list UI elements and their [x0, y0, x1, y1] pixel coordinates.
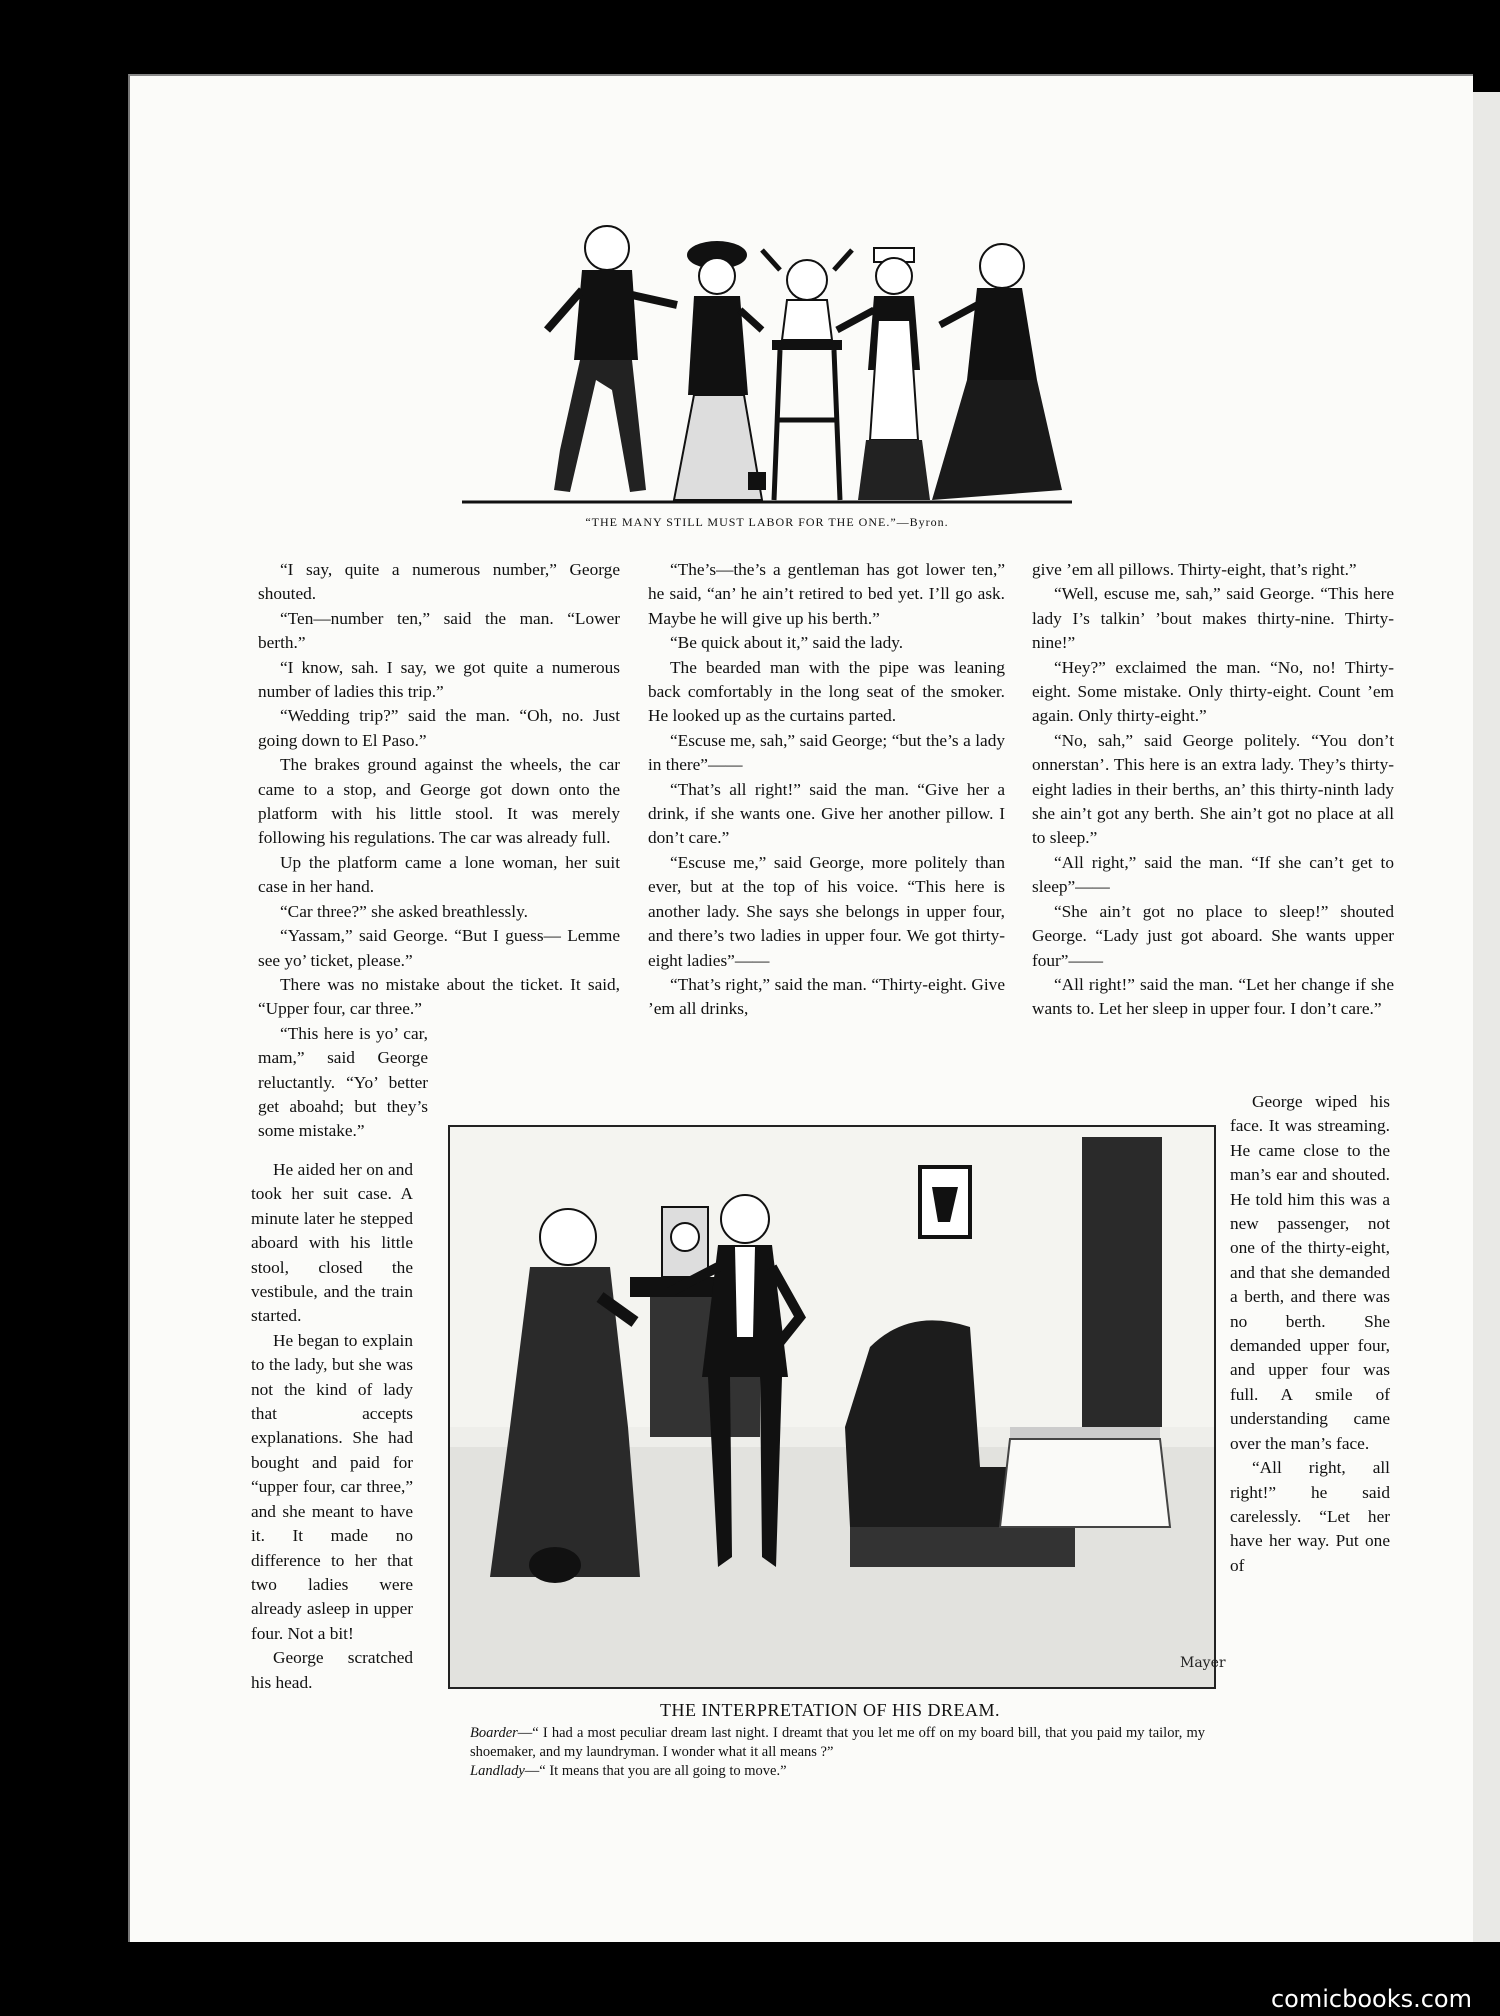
paragraph: “The’s—the’s a gentleman has got lower ten,” he said, “an’ he ain’t retired to bed yet. I’ll go ask. Maybe he will give up his berth.” — [648, 560, 1005, 628]
paragraph: “This here is yo’ car, mam,” said George reluctantly. “Yo’ better get aboahd; but they’s some mistake.” — [258, 1023, 428, 1141]
paragraph: “Well, escuse me, sah,” said George. “This here lady I’s talkin’ ’bout makes thirty-nine. Thirty-nine!” — [1032, 584, 1394, 653]
inset-illustration — [448, 1125, 1226, 1689]
paragraph: “All right!” said the man. “Let her change if she wants to. Let her sleep in upper four. I don’t care.” — [1032, 974, 1394, 1019]
illustration-signature: Mayer — [1180, 1655, 1226, 1671]
banner-caption: “THE MANY STILL MUST LABOR FOR THE ONE.”—Byron. — [585, 515, 949, 529]
paragraph: “She ain’t got no place to sleep!” shouted George. “Lady just got aboard. She wants upper four”—— — [1032, 901, 1394, 970]
paragraph: George scratched his head. — [251, 1648, 413, 1692]
text-column-3 — [1032, 558, 1394, 1022]
watermark: comicbooks.com — [1270, 1985, 1472, 2013]
paragraph: “I say, quite a numerous number,” George shouted. — [258, 560, 620, 604]
caption-line-landlady — [470, 1762, 1205, 1781]
illustration-caption — [470, 1724, 1205, 1781]
paragraph: “All right,” said the man. “If she can’t get to sleep”—— — [1032, 852, 1394, 897]
paragraph: “Escuse me,” said George, more politely than ever, but at the top of his voice. “This here is another lady. She says she belongs in upper four, and there’s two ladies in upper four. We got thirty-eight ladies”—— — [648, 852, 1005, 970]
paragraph: Up the platform came a lone woman, her suit case in her hand. — [258, 852, 620, 897]
paragraph: “Yassam,” said George. “But I guess— Lemme see yo’ ticket, please.” — [258, 926, 620, 970]
caption-line-boarder — [470, 1724, 1205, 1762]
text-column-1-narrow — [251, 1158, 413, 1695]
paragraph: There was no mistake about the ticket. It said, “Upper four, car three.” — [258, 974, 620, 1019]
boarder-line: —“ I had a most peculiar dream last night. I dreamt that you let me off on my board bill, that you paid my tailor, my shoemaker, and my laundryman. I wonder what it all means ?” — [470, 1725, 1205, 1760]
paragraph: The brakes ground against the wheels, the car came to a stop, and George got down onto the platform with his little stool. It was merely following his regulations. The car was already full. — [258, 755, 620, 848]
paragraph: “That’s all right!” said the man. “Give her a drink, if she wants one. Give her another pillow. I don’t care.” — [648, 779, 1005, 848]
paragraph: “Car three?” she asked breathlessly. — [280, 901, 528, 921]
landlady-line: —“ It means that you are all going to move.” — [524, 1763, 787, 1779]
speaker-landlady: Landlady — [470, 1763, 525, 1779]
banner-illustration — [462, 210, 1072, 506]
text-column-2 — [648, 558, 1005, 1022]
paragraph: “Ten—number ten,” said the man. “Lower berth.” — [258, 608, 620, 653]
paragraph: He began to explain to the lady, but she was not the kind of lady that accepts explanations. She had bought and paid for “upper four, car three,” and she meant to have it. It made no difference to her that two ladies were already asleep in upper four. Not a bit! — [251, 1330, 413, 1643]
speaker-boarder: Boarder — [470, 1725, 518, 1741]
paragraph: “Be quick about it,” said the lady. — [670, 633, 904, 653]
paragraph: give ’em all pillows. Thirty-eight, that’s right.” — [1032, 560, 1357, 579]
text-column-1 — [258, 558, 620, 1144]
paragraph: George wiped his face. It was streaming. He came close to the man’s ear and shouted. He told him this was a new passenger, not one of the thirty-eight, and that she demanded a berth, and there was no berth. She demanded upper four, and upper four was full. A smile of understanding came over the man’s face. — [1230, 1092, 1390, 1453]
illustration-title: THE INTERPRETATION OF HIS DREAM. — [659, 1700, 1001, 1720]
paragraph: He aided her on and took her suit case. A minute later he stepped aboard with his little stool, closed the vestibule, and the train started. — [251, 1160, 413, 1326]
paragraph: The bearded man with the pipe was leaning back comfortably in the long seat of the smoker. He looked up as the curtains parted. — [648, 657, 1005, 726]
text-column-3-narrow — [1230, 1090, 1390, 1578]
paragraph: “No, sah,” said George politely. “You don’t onnerstan’. This here is an extra lady. They’s thirty-eight ladies in their berths, an’ this thirty-ninth lady she ain’t got any berth. She ain’t got no place at all to sleep.” — [1032, 730, 1394, 848]
paragraph: “All right, all right!” he said carelessly. “Let her have her way. Put one of — [1230, 1458, 1390, 1575]
paragraph: “Escuse me, sah,” said George; “but the’s a lady in there”—— — [648, 730, 1005, 775]
paragraph: “I know, sah. I say, we got quite a numerous number of ladies this trip.” — [258, 657, 620, 702]
paragraph: “That’s right,” said the man. “Thirty-eight. Give ’em all drinks, — [648, 974, 1005, 1019]
paragraph: “Hey?” exclaimed the man. “No, no! Thirty-eight. Some mistake. Only thirty-eight. Count ’em again. Only thirty-eight.” — [1032, 657, 1394, 726]
paragraph: “Wedding trip?” said the man. “Oh, no. Just going down to El Paso.” — [258, 706, 620, 750]
